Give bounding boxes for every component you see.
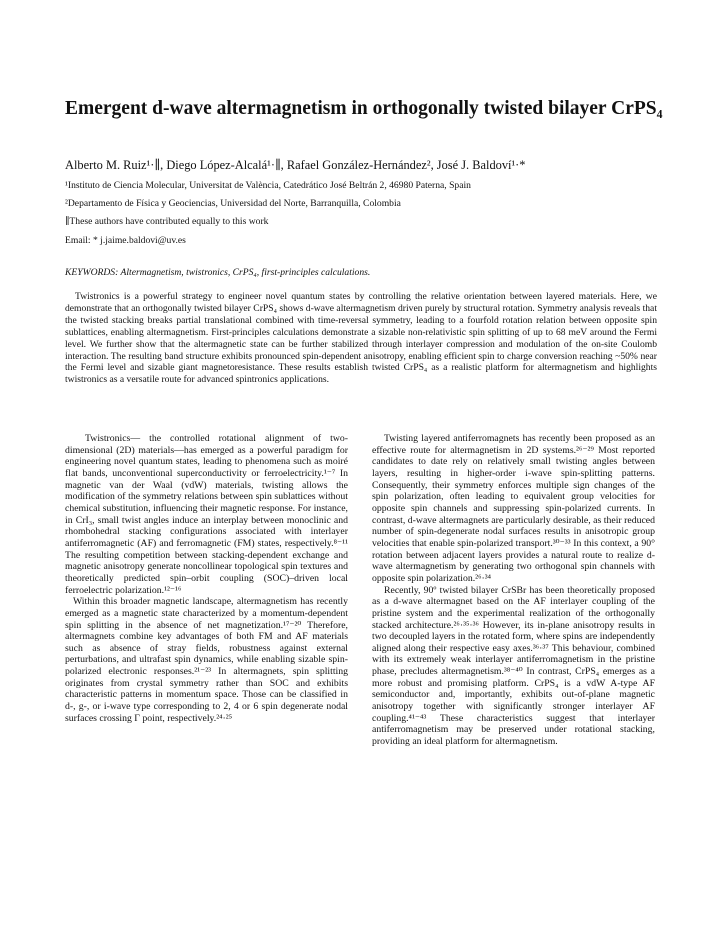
body-paragraph: Recently, 90º twisted bilayer CrSBr has been theoretically proposed as a d-wave altermagnet based on the AF interlayer coupling of the pristine system and the experimental realization of the orthogonally stacked architecture.²⁶·³⁵·³⁶ However, its in-plane anisotropy results in two decoupled layers in the rotated form, where spins are independently aligned along their respective easy axes.³⁶·³⁷ This behaviour, combined with its extremely weak interlayer antiferromagnetism in the pristine phase, precludes altermagnetism.³⁸⁻⁴⁰ In contrast, CrPS₄ emerges as a more robust and promising platform. CrPS₄ is a vdW A-type AF semiconductor and, importantly, exhibits out-of-plane magnetic anisotropy together with significantly stronger interlayer AF coupling.⁴¹⁻⁴³ These characteristics suggest that interlayer antiferromagnetism may be preserved under rotational stacking, providing an ideal platform for altermagnetism.: [372, 584, 655, 748]
affiliation-1: ¹Instituto de Ciencia Molecular, Universitat de València, Catedrático José Beltrán 2, 46980 Paterna, Spain: [65, 180, 471, 191]
body-column-left: [65, 433, 348, 724]
body-paragraph: Twisting layered antiferromagnets has recently been proposed as an effective route for altermagnetism in 2D systems.²⁶⁻²⁹ Most reported candidates to date rely on relatively small twisting angles between layers, resulting in higher-order i-wave spin-splitting patterns. Consequently, their symmetry enforces multiple sign changes of the spin polarization, often leading to equivalent group velocities for opposite spin channels and suppressing spin-polarized currents. In contrast, d-wave altermagnets are particularly desirable, as their reduced number of spin-degenerate nodal surfaces results in anisotropic group velocities that enable spin-polarized transport.³⁰⁻³³ In this context, a 90° rotation between adjacent layers provides a natural route to realize d-wave altermagnetism by generating two orthogonal spin channels with opposite spin polarization.²⁶·³⁴: [372, 433, 655, 584]
body-paragraph: Twistronics— the controlled rotational alignment of two-dimensional (2D) materials—has emerged as a powerful paradigm for engineering novel quantum states, leading to phenomena such as moiré flat bands, unconventional superconductivity or ferroelectricity.¹⁻⁷ In magnetic van der Waal (vdW) materials, twisting allows the modification of the symmetry relations between spin sublattices without chemical substitution, influencing their magnetic response. For instance, in CrI₃, small twist angles induce an interplay between monoclinic and rhombohedral stacking configurations associated with interlayer antiferromagnetic (AF) and ferromagnetic (FM) states, respectively.⁸⁻¹¹ The resulting competition between stacking-dependent exchange and magnetic anisotropy generate noncollinear topological spin textures and theoretically predicted spin–orbit coupling (SOC)–driven local ferroelectric polarization.¹²⁻¹⁶: [65, 433, 348, 596]
paper-title: Emergent d-wave altermagnetism in orthogonally twisted bilayer CrPS₄: [65, 98, 663, 119]
abstract: Twistronics is a powerful strategy to engineer novel quantum states by controlling the relative orientation between layered materials. Here, we demonstrate that an orthogonally twisted bilayer CrPS₄ shows d-wave altermagnetism driven purely by structural rotation. Symmetry analysis reveals that the twisted stacking breaks partial translational combined with time-reversal symmetry, leading to a fourfold rotation relation between opposite spin sublattices, enabling altermagnetism. First-principles calculations demonstrate a sizable non-relativistic spin splitting of up to 68 meV around the Fermi level. We further show that the altermagnetic state can be further stabilized through interlayer compression and modulation of the on-site Coulomb interaction. The resulting band structure exhibits pronounced spin-dependent anisotropy, enabling efficient spin to charge conversion reaching ~50% near the Fermi level and sizable giant magnetoresistance. These results establish twisted CrPS₄ as a realistic platform for altermagnetism and highlights twistronics as a versatile route for advanced spintronics applications.: [65, 291, 657, 386]
equal-contribution-note: ∥These authors have contributed equally to this work: [65, 216, 269, 227]
author-list: Alberto M. Ruiz¹·∥, Diego López-Alcalá¹·∥, Rafael González-Hernández², José J. Baldoví¹·*: [65, 158, 526, 172]
keywords: KEYWORDS: Altermagnetism, twistronics, CrPS₄, first-principles calculations.: [65, 267, 371, 278]
corresponding-email: Email: * j.jaime.baldovi@uv.es: [65, 235, 186, 246]
body-paragraph: Within this broader magnetic landscape, altermagnetism has recently emerged as a magnetic state characterized by a momentum-dependent spin splitting in the absence of net magnetization.¹⁷⁻²⁰ Therefore, altermagnets combine key advantages of both FM and AF materials such as absence of stray fields, robustness against external perturbations, and ultrafast spin dynamics, while enabling sizable spin-polarized electronic responses.²¹⁻²³ In altermagnets, spin splitting originates from crystal symmetry rather than SOC and exhibits characteristic patterns in momentum space. Those can be classified in d-, g-, or i-wave type corresponding to 2, 4 or 6 spin degenerate nodal surfaces crossing Γ point, respectively.²⁴·²⁵: [65, 596, 348, 724]
body-column-right: [372, 433, 655, 748]
affiliation-2: ²Departamento de Física y Geociencias, Universidad del Norte, Barranquilla, Colombia: [65, 198, 401, 209]
